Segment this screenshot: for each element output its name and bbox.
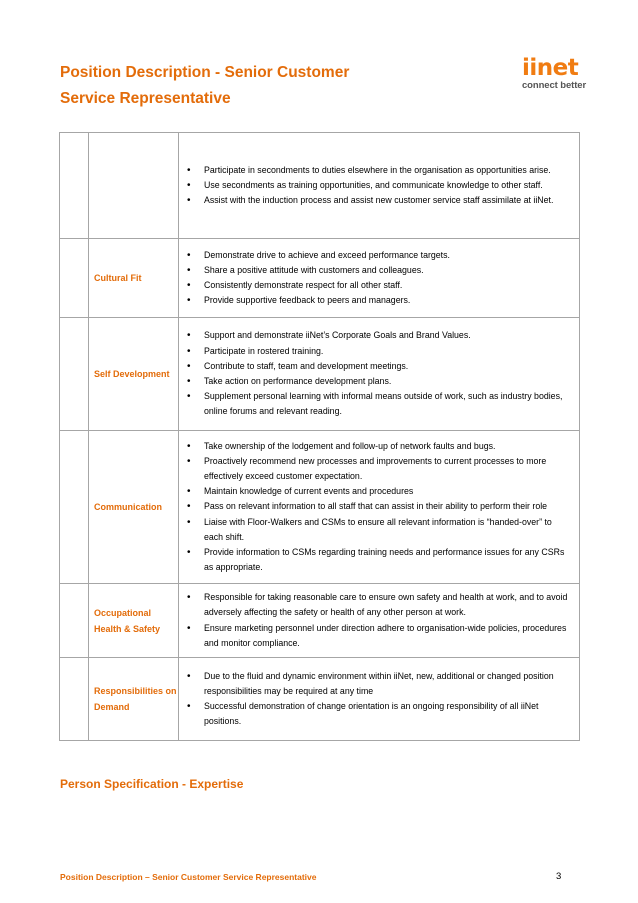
row-label: Responsibilities on Demand	[89, 658, 179, 741]
page-title-line-2: Service Representative	[60, 90, 231, 107]
iinet-logo	[522, 56, 592, 91]
bullet-list	[179, 439, 579, 576]
bullet-item: • Take ownership of the lodgement and follow-up of network faults and bugs.	[179, 439, 579, 454]
bullet-item: • Take action on performance development plans.	[179, 374, 579, 389]
bullet-item: • Share a positive attitude with customers and colleagues.	[179, 263, 579, 278]
bullet-item: • Due to the fluid and dynamic environment within iiNet, new, additional or changed position responsibilities may be required at any time	[179, 669, 579, 699]
bullet-item: • Contribute to staff, team and development meetings.	[179, 359, 579, 374]
responsibilities-table	[59, 132, 580, 741]
bullet-item: • Assist with the induction process and assist new customer service staff assimilate at iiNet.	[179, 193, 579, 208]
section-heading: Person Specification - Expertise	[60, 777, 244, 791]
table-row	[60, 133, 580, 239]
bullet-item: • Supplement personal learning with informal means outside of work, such as industry bodies, online forums and relevant reading.	[179, 389, 579, 419]
bullet-list	[179, 669, 579, 730]
row-spacer-cell	[60, 133, 89, 239]
bullet-item: • Maintain knowledge of current events and procedures	[179, 484, 579, 499]
row-bullets	[179, 133, 580, 239]
bullet-item: • Provide information to CSMs regarding training needs and performance issues for any CSRs as appropriate.	[179, 545, 579, 575]
row-label	[89, 133, 179, 239]
table-row	[60, 584, 580, 658]
row-label: Self Development	[89, 318, 179, 431]
page-title	[60, 60, 349, 112]
row-label: Cultural Fit	[89, 239, 179, 318]
page-number: 3	[556, 871, 562, 882]
row-label: Occupational Health & Safety	[89, 584, 179, 658]
bullet-list	[179, 163, 579, 209]
row-spacer-cell	[60, 318, 89, 431]
row-spacer-cell	[60, 239, 89, 318]
table-row	[60, 431, 580, 584]
row-bullets	[179, 318, 580, 431]
row-bullets	[179, 239, 580, 318]
bullet-item: • Proactively recommend new processes and improvements to current processes to more effectively exceed customer expectation.	[179, 454, 579, 484]
logo-tagline: connect better	[522, 80, 587, 91]
row-spacer-cell	[60, 658, 89, 741]
table-row	[60, 318, 580, 431]
row-label: Communication	[89, 431, 179, 584]
bullet-item: • Successful demonstration of change orientation is an ongoing responsibility of all iiNet positions.	[179, 699, 579, 729]
row-spacer-cell	[60, 431, 89, 584]
bullet-item: • Demonstrate drive to achieve and exceed performance targets.	[179, 248, 579, 263]
row-bullets	[179, 658, 580, 741]
bullet-item: • Support and demonstrate iiNet’s Corporate Goals and Brand Values.	[179, 328, 579, 343]
bullet-item: • Provide supportive feedback to peers and managers.	[179, 293, 579, 308]
row-bullets	[179, 584, 580, 658]
table-row	[60, 658, 580, 741]
bullet-list	[179, 328, 579, 419]
table-row	[60, 239, 580, 318]
bullet-item: • Participate in rostered training.	[179, 344, 579, 359]
bullet-item: • Use secondments as training opportunities, and communicate knowledge to other staff.	[179, 178, 579, 193]
row-spacer-cell	[60, 584, 89, 658]
bullet-item: • Ensure marketing personnel under direction adhere to organisation-wide policies, procedures and monitor compliance.	[179, 621, 579, 651]
row-bullets	[179, 431, 580, 584]
page-title-line-1: Position Description - Senior Customer	[60, 64, 350, 81]
bullet-item: • Pass on relevant information to all staff that can assist in their ability to perform their role	[179, 499, 579, 514]
bullet-item: • Responsible for taking reasonable care to ensure own safety and health at work, and to avoid adversely affecting the safety or health of any other person at work.	[179, 590, 579, 620]
bullet-item: • Participate in secondments to duties elsewhere in the organisation as opportunities arise.	[179, 163, 579, 178]
bullet-list	[179, 590, 579, 651]
bullet-item: • Liaise with Floor-Walkers and CSMs to ensure all relevant information is “handed-over” to each shift.	[179, 515, 579, 545]
bullet-item: • Consistently demonstrate respect for all other staff.	[179, 278, 579, 293]
logo-wordmark: iinet	[522, 55, 579, 81]
bullet-list	[179, 248, 579, 309]
footer-title: Position Description – Senior Customer Service Representative	[60, 872, 317, 882]
